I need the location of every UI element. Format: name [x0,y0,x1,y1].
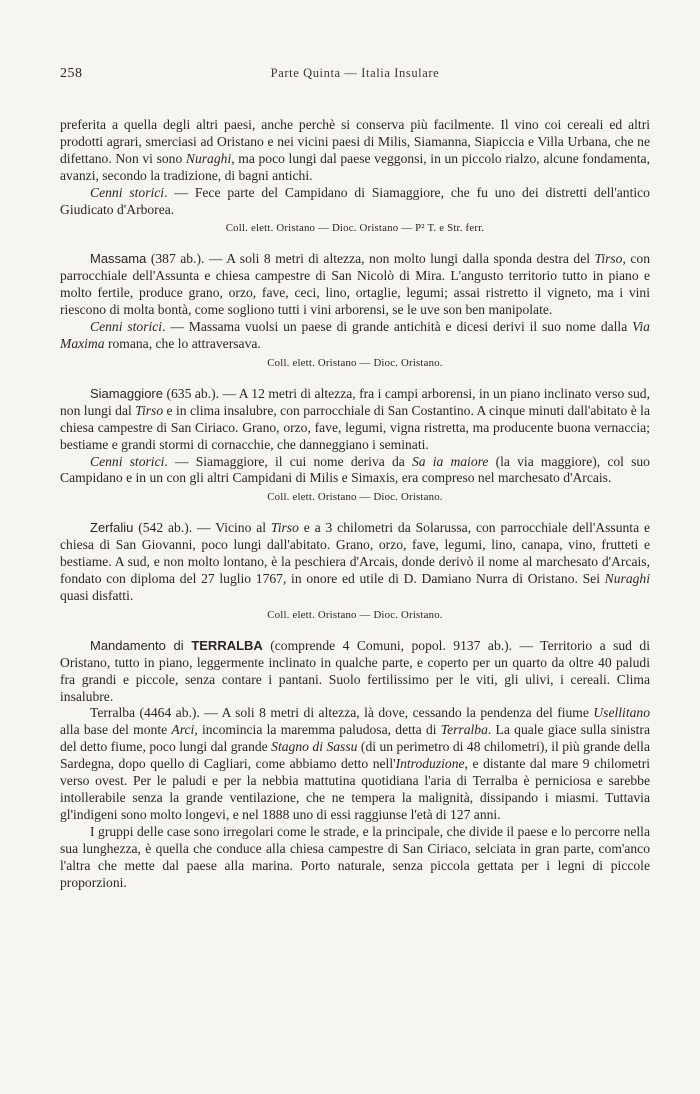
page-body [60,117,650,891]
mandamento-heading-name: TERRALBA [191,637,263,653]
zerfaliu-note: Coll. elett. Oristano — Dioc. Oristano. [267,608,443,621]
intro-note: Coll. elett. Oristano — Dioc. Oristano — P² T. e Str. ferr. [225,222,485,235]
massama-cenni-storici: Cenni storici. — Massama vuolsi un paese di grande antichità e dicesi derivi il suo nome dalla Via Maxima romana, che lo attraversava. [60,319,650,351]
zerfaliu-heading: Zerfaliu [90,520,134,536]
massama-paragraph: Massama (387 ab.). — A soli 8 metri di altezza, non molto lungi dalla sponda destra del Tirso, con parrocchiale dell'Assunta e chiesa campestre di San Nicolò di Mira. L'angusto territorio tutto in piano e molto fertile, produce grano, orzo, fave, ceci, lino, ortaglie, legumi; assai ristretto il vigneto, ma i vini riescono di molta bontà, come sogliono tutti i vini arborensi, se le uve son ben manipolate. [60,251,650,318]
running-title: Parte Quinta — Italia Insulare [270,66,440,80]
mandamento-heading-prefix: Mandamento di [90,637,192,653]
page-header [60,66,650,86]
intro-paragraph: preferita a quella degli altri paesi, anche perchè si conserva più facilmente. Il vino coi cereali ed altri prodotti agrari, smerciasi ad Oristano e nei vicini paesi di Milis, Siamanna, Siapiccia e Villa Urbana, che ne difettano. Non vi sono Nuraghi, ma poco lungi dal paese veggonsi, in un piccolo rialzo, alcune fondamenta, avanzi, secondo la tradizione, di bagni antichi. [60,117,650,183]
siamaggiore-cenni-storici: Cenni storici. — Siamaggiore, il cui nome deriva da Sa ia maiore (la via maggiore), col suo Campidano e in un con gli altri Campidani di Milis e Simaxis, era compreso nel marchesato d'Arcais. [60,453,650,486]
siamaggiore-paragraph: Siamaggiore (635 ab.). — A 12 metri di altezza, fra i campi arborensi, in un piano inclinato verso sud, non lungi dal Tirso e in clima insalubre, con parrocchiale di San Costantino. A cinque minuti dall'abitato è la chiesa campestre di San Ciriaco. Grano, orzo, fave, legumi, vigna ristretta, ma producente buona vernaccia; bestiame e grandi stormi di cornacchie, che danneggiano i seminati. [60,385,650,452]
massama-note: Coll. elett. Oristano — Dioc. Oristano. [267,356,443,369]
terralba-paragraph: Terralba (4464 ab.). — A soli 8 metri di altezza, là dove, cessando la pendenza del fiume Usellitano alla base del monte Arci, incomincia la maremma paludosa, detta di Terralba. La quale giace sulla sinistra del detto fiume, poco lungi dal grande Stagno di Sassu (di un perimetro di 48 chilometri), il più grande della Sardegna, dopo quello di Cagliari, come abbiamo detto nell'Introduzione, e distante dal mare 9 chilometri verso ovest. Per le paludi e per la nebbia mattutina quotidiana l'aria di Terralba è perniciosa e sarebbe intollerabile senza la grande ventilazione, che ne tempera la malignità, dissipando i miasmi. Tuttavia gl'indigeni sono molto longevi, e nel 1888 uno di essi raggiunse l'età di 127 anni. [60,705,650,822]
terralba-streets-paragraph: I gruppi delle case sono irregolari come le strade, e la principale, che divide il paese e lo percorre nella sua lunghezza, è quella che conduce alla chiesa campestre di San Ciriaco, selciata in gran parte, com'anco l'altra che mette dal paese alla marina. Porto naturale, senza piccola gettata per i legni di piccole proporzioni. [60,823,650,890]
intro-cenni-storici: Cenni storici. — Fece parte del Campidano di Siamaggiore, che fu uno dei distretti dell'antico Giudicato d'Arborea. [60,184,650,217]
massama-heading: Massama [90,251,147,267]
zerfaliu-paragraph: Zerfaliu (542 ab.). — Vicino al Tirso e a 3 chilometri da Solarussa, con parrocchiale dell'Assunta e chiesa di San Giovanni, poco lungi dall'abitato. Grano, orzo, fave, legumi, lino, canapa, vino, frutteti e bestiame. A sud, e non molto lontano, è la peschiera d'Arcais, donde derivò il nome al marchesato d'Arcais, fondato con diploma del 27 luglio 1767, in onore ed utile di D. Damiano Nurra di Oristano. Sei Nuraghi quasi disfatti. [60,520,650,603]
page-number: 258 [60,66,83,81]
mandamento-paragraph: Mandamento di TERRALBA (comprende 4 Comuni, popol. 9137 ab.). — Territorio a sud di Oristano, tutto in piano, leggermente inclinato in qualche parte, e coperto per un quarto da oltre 40 paludi fra grandi e piccole, senza contare i pantani. Suolo fertilissimo per le viti, gli ulivi, i cereali. Clima insalubre. [60,637,650,704]
siamaggiore-note: Coll. elett. Oristano — Dioc. Oristano. [267,491,443,504]
siamaggiore-heading: Siamaggiore [90,385,163,401]
